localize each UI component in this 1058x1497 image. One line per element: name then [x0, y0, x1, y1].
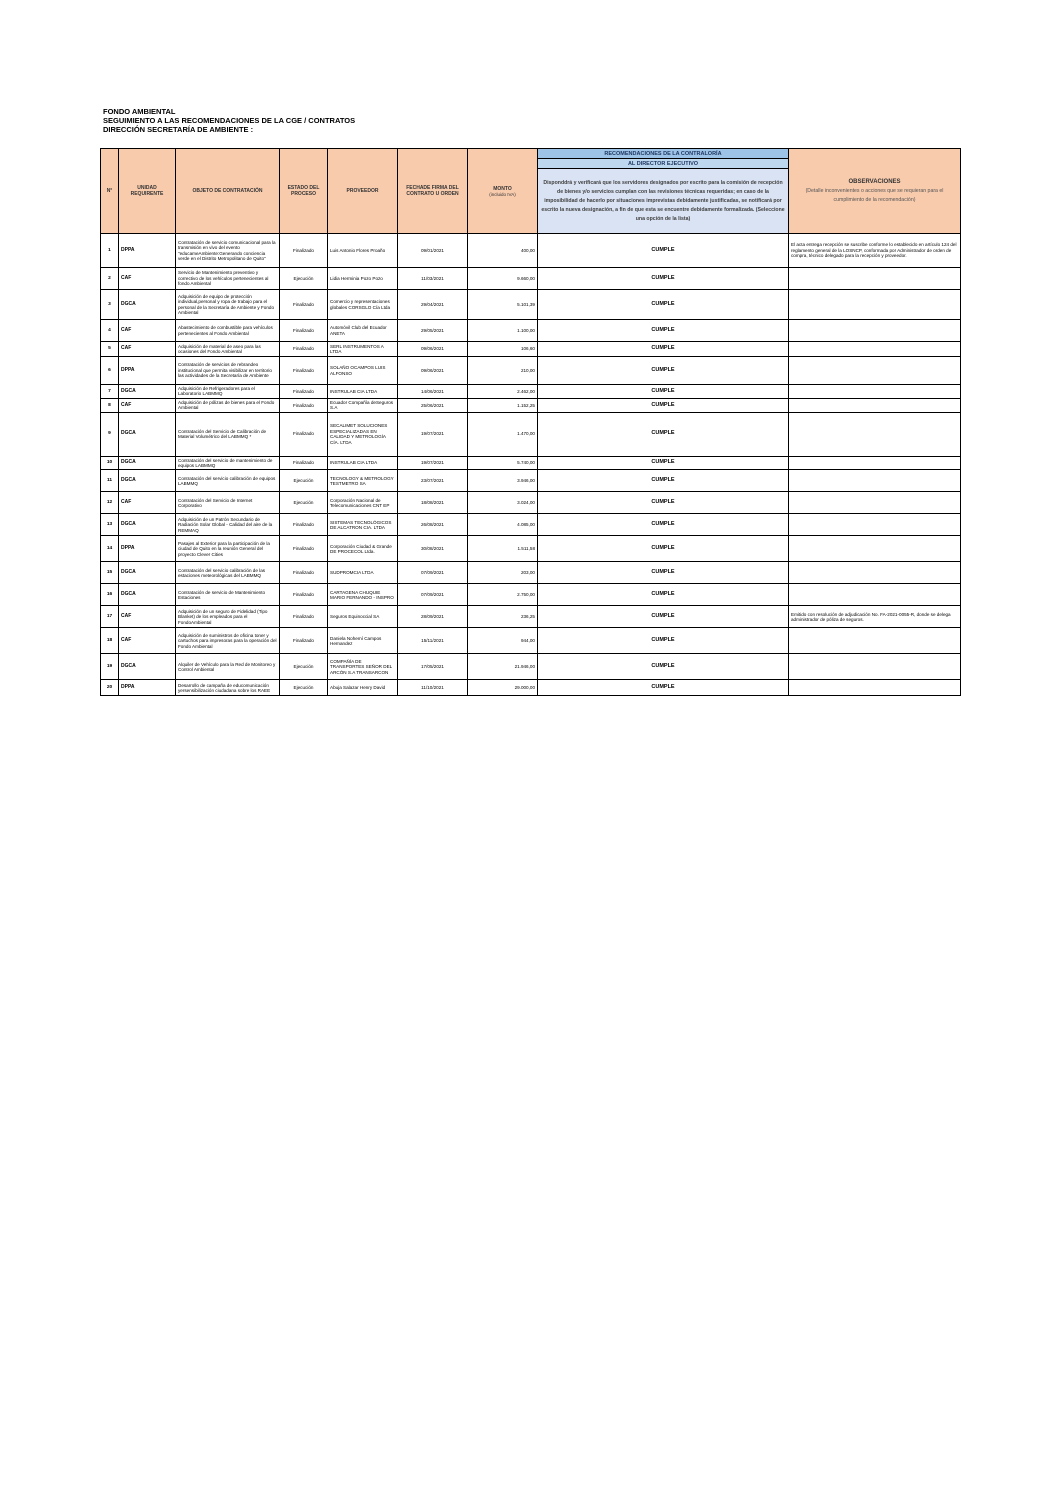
table-row	[101, 320, 961, 342]
table-row	[101, 654, 961, 680]
proveedor-cell: INSTRULAB CIA LTDA	[328, 456, 398, 470]
unidad-cell: DGCA	[119, 385, 176, 399]
unidad-cell: CAF	[119, 628, 176, 654]
observation-cell	[789, 492, 961, 514]
observation-cell	[789, 342, 961, 357]
objeto-cell: Contratación de servicios de rebrandeo institucional que permita visibilizar en territorio las actividades de la Secretaría de Ambiente	[176, 357, 280, 385]
observation-cell	[789, 398, 961, 412]
monto-cell: 5.101,39	[468, 290, 538, 320]
estado-cell: Finalizado	[280, 628, 328, 654]
header-obs-title: OBSERVACIONES	[848, 178, 901, 185]
objeto-cell: Servicio de Mantenimiento preventivo y correctivo de los vehículos pertenecientes al fondo Ambiental	[176, 268, 280, 290]
recommendation-status[interactable]: CUMPLE	[538, 584, 789, 606]
table-row	[101, 562, 961, 584]
header-obs-text: (Detalle inconvenientes o acciones que se requieran para el cumplimiento de la recomendación)	[805, 187, 944, 203]
proveedor-cell: Ecuador Compañía deSeguros S.A	[328, 398, 398, 412]
row-number: 12	[101, 492, 119, 514]
monto-cell: 1.511,58	[468, 536, 538, 562]
proveedor-cell: Corporación Nacional de Telecomunicaciones CNT EP	[328, 492, 398, 514]
objeto-cell: Adquisición de pólizas de bienes para el Fondo Ambiental	[176, 398, 280, 412]
table-row	[101, 290, 961, 320]
recommendation-status[interactable]: CUMPLE	[538, 412, 789, 456]
observation-cell	[789, 562, 961, 584]
proveedor-cell: Automóvil Club del Ecuador ANETA	[328, 320, 398, 342]
proveedor-cell: SOLAÑO OCAMPOS LUIS ALFONSO	[328, 357, 398, 385]
estado-cell: Ejecución	[280, 470, 328, 492]
monto-cell: 210,00	[468, 357, 538, 385]
row-number: 19	[101, 654, 119, 680]
unidad-cell: DPPA	[119, 234, 176, 268]
row-number: 10	[101, 456, 119, 470]
monto-cell: 21.946,00	[468, 654, 538, 680]
recommendation-status[interactable]: CUMPLE	[538, 320, 789, 342]
proveedor-cell: Lidia Herminia Pozo Pozo	[328, 268, 398, 290]
estado-cell: Finalizado	[280, 398, 328, 412]
table-row	[101, 342, 961, 357]
table-row	[101, 514, 961, 536]
header-monto	[468, 149, 538, 234]
objeto-cell: Contratación de servicio de Mantenimiento Estaciones	[176, 584, 280, 606]
monto-cell: 1.470,00	[468, 412, 538, 456]
observation-cell	[789, 584, 961, 606]
row-number: 3	[101, 290, 119, 320]
header-objeto: OBJETO DE CONTRATACIÓN	[176, 149, 280, 234]
monto-cell: 203,00	[468, 562, 538, 584]
fecha-cell: 23/07/2021	[398, 470, 468, 492]
table-row	[101, 470, 961, 492]
proveedor-cell: INSTRULAB CIA LTDA	[328, 385, 398, 399]
fecha-cell: 25/06/2021	[398, 398, 468, 412]
unidad-cell: DPPA	[119, 536, 176, 562]
header-estado: ESTADO DEL PROCESO	[280, 149, 328, 234]
row-number: 9	[101, 412, 119, 456]
estado-cell: Ejecución	[280, 268, 328, 290]
objeto-cell: Contratación del servicio calibración de las estaciones meteorológicas del LABMMQ	[176, 562, 280, 584]
proveedor-cell: Seguros Equinoccial SA	[328, 606, 398, 628]
unidad-cell: CAF	[119, 398, 176, 412]
recommendation-status[interactable]: CUMPLE	[538, 628, 789, 654]
title-line-3: DIRECCIÓN SECRETARÍA DE AMBIENTE :	[103, 125, 254, 134]
header-rec-text: Disponddrá y verificará que los servidores designados por escrito para la comisión de recepción de bienes y/o servicios cumplan con las revisiones técnicas requeridas; en caso de la imposibilidad de hacerlo por situaciones imprevistas debidamente justificadas, se notificará por escrito la nueva designación, a fin de que esta se encuentre debidamente formalizada. (Seleccione una opción de la lista)	[538, 169, 789, 234]
header-fecha: FECHADE FIRMA DEL CONTRATO U ORDEN	[398, 149, 468, 234]
fecha-cell: 18/08/2021	[398, 492, 468, 514]
proveedor-cell: Comercio y representaciones globales CORSGLO Cía Ltda	[328, 290, 398, 320]
objeto-cell: Contratación del servicio calibración de equipos LABMMQ	[176, 470, 280, 492]
table-row	[101, 536, 961, 562]
observation-cell	[789, 536, 961, 562]
monto-cell: 3.946,00	[468, 470, 538, 492]
objeto-cell: Contratación del Servicio de Calibración de Material Volumétrico del LABMMQ *	[176, 412, 280, 456]
proveedor-cell: Luis Antonio Flores Proaño	[328, 234, 398, 268]
title-line-2: SEGUIMIENTO A LAS RECOMENDACIONES DE LA CGE / CONTRATOS	[103, 116, 356, 125]
recommendation-status[interactable]: CUMPLE	[538, 385, 789, 399]
row-number: 13	[101, 514, 119, 536]
proveedor-cell: TECNOLOGY & METROLOGY TESTMETRO SA	[328, 470, 398, 492]
observation-cell: Emitido con resolución de adjudicación No. FA-2021-0055-R, donde se delega administrador de póliza de seguros.	[789, 606, 961, 628]
estado-cell: Finalizado	[280, 606, 328, 628]
objeto-cell: Abastecimiento de combustible para vehículos pertenecientes al Fondo Ambiental	[176, 320, 280, 342]
observation-cell	[789, 412, 961, 456]
monto-cell: 1.152,25	[468, 398, 538, 412]
monto-cell: 5.740,00	[468, 456, 538, 470]
unidad-cell: CAF	[119, 342, 176, 357]
estado-cell: Finalizado	[280, 320, 328, 342]
unidad-cell: DGCA	[119, 584, 176, 606]
row-number: 20	[101, 680, 119, 696]
header-proveedor: PROVEEDOR	[328, 149, 398, 234]
table-row	[101, 412, 961, 456]
proveedor-cell: SUDPROMCIA LTDA	[328, 562, 398, 584]
row-number: 1	[101, 234, 119, 268]
fecha-cell: 15/11/2021	[398, 628, 468, 654]
observation-cell	[789, 470, 961, 492]
proveedor-cell: Corporación Ciudad & Grande DE PROCECOL Ltda.	[328, 536, 398, 562]
recommendation-status[interactable]: CUMPLE	[538, 357, 789, 385]
table-row	[101, 680, 961, 696]
table-row	[101, 628, 961, 654]
unidad-cell: DGCA	[119, 654, 176, 680]
objeto-cell: Adquisición de material de aseo para las ocasiones del Fondo Ambiental	[176, 342, 280, 357]
estado-cell: Finalizado	[280, 290, 328, 320]
fecha-cell: 28/09/2021	[398, 606, 468, 628]
row-number: 18	[101, 628, 119, 654]
fecha-cell: 14/06/2021	[398, 385, 468, 399]
observation-cell	[789, 628, 961, 654]
contracts-table	[100, 148, 961, 696]
objeto-cell: Adquisición de un Patrón Secundario de Radiación Solar Global - Calidad del aire de la REMMAQ	[176, 514, 280, 536]
header-rec-title: RECOMENDACIONES DE LA CONTRALORÍA	[538, 149, 789, 159]
monto-cell: 2.750,00	[468, 584, 538, 606]
unidad-cell: CAF	[119, 606, 176, 628]
fecha-cell: 09/01/2021	[398, 234, 468, 268]
table-row	[101, 234, 961, 268]
estado-cell: Finalizado	[280, 234, 328, 268]
table-row	[101, 268, 961, 290]
unidad-cell: DPPA	[119, 357, 176, 385]
objeto-cell: Pasajes al Exterior para la participación de la ciudad de Quito en la reunión General del proyecto Clever Cities	[176, 536, 280, 562]
row-number: 11	[101, 470, 119, 492]
estado-cell: Finalizado	[280, 412, 328, 456]
observation-cell	[789, 268, 961, 290]
table-row	[101, 584, 961, 606]
table-row	[101, 456, 961, 470]
fecha-cell: 09/06/2021	[398, 342, 468, 357]
proveedor-cell: Abuja Salazar Henry David	[328, 680, 398, 696]
monto-cell: 9.660,00	[468, 268, 538, 290]
row-number: 14	[101, 536, 119, 562]
observation-cell	[789, 514, 961, 536]
recommendation-status[interactable]: CUMPLE	[538, 606, 789, 628]
observation-cell	[789, 654, 961, 680]
objeto-cell: Contratación de servicio comunicacional para la transmisión en vivo del evento "educameAmbiente:Generando conciencia verde en el Distrito Metropolitano de Quito"	[176, 234, 280, 268]
recommendation-status[interactable]: CUMPLE	[538, 492, 789, 514]
row-number: 17	[101, 606, 119, 628]
estado-cell: Finalizado	[280, 584, 328, 606]
recommendation-status[interactable]: CUMPLE	[538, 536, 789, 562]
recommendation-status[interactable]: CUMPLE	[538, 456, 789, 470]
header-monto-sub: (incluido IVA)	[489, 191, 516, 197]
objeto-cell: Alquiler de Vehículo para la Red de Monitoreo y Control Ambiental	[176, 654, 280, 680]
objeto-cell: Contratación del Servicio de Internet Corporativo	[176, 492, 280, 514]
header-observaciones	[789, 149, 961, 234]
fecha-cell: 26/08/2021	[398, 514, 468, 536]
recommendation-status[interactable]: CUMPLE	[538, 234, 789, 268]
unidad-cell: DGCA	[119, 290, 176, 320]
estado-cell: Finalizado	[280, 536, 328, 562]
fecha-cell: 07/09/2021	[398, 584, 468, 606]
header-no: N°	[101, 149, 119, 234]
fecha-cell: 29/04/2021	[398, 290, 468, 320]
unidad-cell: CAF	[119, 320, 176, 342]
estado-cell: Ejecución	[280, 680, 328, 696]
recommendation-status[interactable]: CUMPLE	[538, 654, 789, 680]
table-row	[101, 357, 961, 385]
observation-cell	[789, 385, 961, 399]
unidad-cell: DGCA	[119, 412, 176, 456]
unidad-cell: CAF	[119, 268, 176, 290]
recommendation-status[interactable]: CUMPLE	[538, 268, 789, 290]
unidad-cell: DGCA	[119, 470, 176, 492]
row-number: 16	[101, 584, 119, 606]
recommendation-status[interactable]: CUMPLE	[538, 290, 789, 320]
table-row	[101, 492, 961, 514]
fecha-cell: 29/05/2021	[398, 320, 468, 342]
contracts-body	[101, 234, 961, 696]
fecha-cell: 19/07/2021	[398, 412, 468, 456]
unidad-cell: DPPA	[119, 680, 176, 696]
monto-cell: 236,25	[468, 606, 538, 628]
estado-cell: Finalizado	[280, 514, 328, 536]
fecha-cell: 30/08/2021	[398, 536, 468, 562]
monto-cell: 4.085,00	[468, 514, 538, 536]
table-row	[101, 385, 961, 399]
fecha-cell: 09/06/2021	[398, 357, 468, 385]
monto-cell: 400,00	[468, 234, 538, 268]
recommendation-status[interactable]: CUMPLE	[538, 562, 789, 584]
observation-cell: El acta entrega recepción se suscribe conforme lo establecido en artículo 124 del reglamento general de la LOSNCP, conformada por Administrador de orden de compra, técnico delegado para la recepción y proveedor.	[789, 234, 961, 268]
header-monto-label: MONTO	[493, 185, 512, 192]
objeto-cell: Adquisición de suministros de oficina toner y cartuchos para impresoras para la operación del Fondo Ambiental	[176, 628, 280, 654]
monto-cell: 106,60	[468, 342, 538, 357]
table-row	[101, 606, 961, 628]
row-number: 5	[101, 342, 119, 357]
estado-cell: Finalizado	[280, 357, 328, 385]
observation-cell	[789, 680, 961, 696]
unidad-cell: DGCA	[119, 562, 176, 584]
estado-cell: Ejecución	[280, 654, 328, 680]
recommendation-status[interactable]: CUMPLE	[538, 680, 789, 696]
recommendation-status[interactable]: CUMPLE	[538, 398, 789, 412]
observation-cell	[789, 290, 961, 320]
unidad-cell: DGCA	[119, 514, 176, 536]
fecha-cell: 17/05/2021	[398, 654, 468, 680]
row-number: 7	[101, 385, 119, 399]
observation-cell	[789, 357, 961, 385]
fecha-cell: 19/07/2021	[398, 456, 468, 470]
monto-cell: 944,00	[468, 628, 538, 654]
monto-cell: 3.024,00	[468, 492, 538, 514]
proveedor-cell: SISTEMAS TECNOLÓGICOS DE ALCATRON CIA. LTDA	[328, 514, 398, 536]
monto-cell: 1.100,00	[468, 320, 538, 342]
monto-cell: 2.462,00	[468, 385, 538, 399]
row-number: 2	[101, 268, 119, 290]
estado-cell: Ejecución	[280, 492, 328, 514]
objeto-cell: Desarrollo de campaña de educomunicación yersensibilización ciudadana sobre los RAEE	[176, 680, 280, 696]
header-rec-sub: AL DIRECTOR EJECUTIVO	[538, 159, 789, 169]
row-number: 4	[101, 320, 119, 342]
estado-cell: Finalizado	[280, 342, 328, 357]
observation-cell	[789, 320, 961, 342]
monto-cell: 29.000,00	[468, 680, 538, 696]
fecha-cell: 11/03/2021	[398, 268, 468, 290]
estado-cell: Finalizado	[280, 385, 328, 399]
row-number: 8	[101, 398, 119, 412]
title-line-1: FONDO AMBIENTAL	[103, 107, 176, 116]
table-row	[101, 398, 961, 412]
unidad-cell: DGCA	[119, 456, 176, 470]
proveedor-cell: CARTAGENA CHUQUIE MARIO FERNANDO - INSPRO	[328, 584, 398, 606]
observation-cell	[789, 456, 961, 470]
proveedor-cell: SECALIMET SOLUCIONES ESPECIALIZADAS EN CALIDAD Y METROLOGÍA CÍA. LTDA	[328, 412, 398, 456]
estado-cell: Finalizado	[280, 562, 328, 584]
fecha-cell: 11/10/2021	[398, 680, 468, 696]
header-unidad: UNIDAD REQUIRENTE	[119, 149, 176, 234]
objeto-cell: Adquisición de Refrigeradores para el Laboratorio LABMMQ	[176, 385, 280, 399]
estado-cell: Finalizado	[280, 456, 328, 470]
proveedor-cell: Daniela Nohemí Campos Hernandez	[328, 628, 398, 654]
row-number: 6	[101, 357, 119, 385]
recommendation-status[interactable]: CUMPLE	[538, 470, 789, 492]
proveedor-cell: COMPAÑÍA DE TRANSPORTES SEÑOR DEL ARCÓN S.A TRANSARCON	[328, 654, 398, 680]
fecha-cell: 07/09/2021	[398, 562, 468, 584]
document-title-block	[103, 107, 355, 134]
row-number: 15	[101, 562, 119, 584]
recommendation-status[interactable]: CUMPLE	[538, 514, 789, 536]
unidad-cell: CAF	[119, 492, 176, 514]
objeto-cell: Contratación del servicio de mantenimiento de equipos LABMMQ	[176, 456, 280, 470]
recommendation-status[interactable]: CUMPLE	[538, 342, 789, 357]
objeto-cell: Adquisición de equipo de protección individual,personal y ropa de trabajo para el personal de la Secretaría de Ambiente y Fondo Ambiental	[176, 290, 280, 320]
proveedor-cell: SERL INSTRUMENTOS A LTDA	[328, 342, 398, 357]
objeto-cell: Adquisición de un seguro de Fidelidad (Tipo Blanket) de los empleados para el FondoAmbiental	[176, 606, 280, 628]
